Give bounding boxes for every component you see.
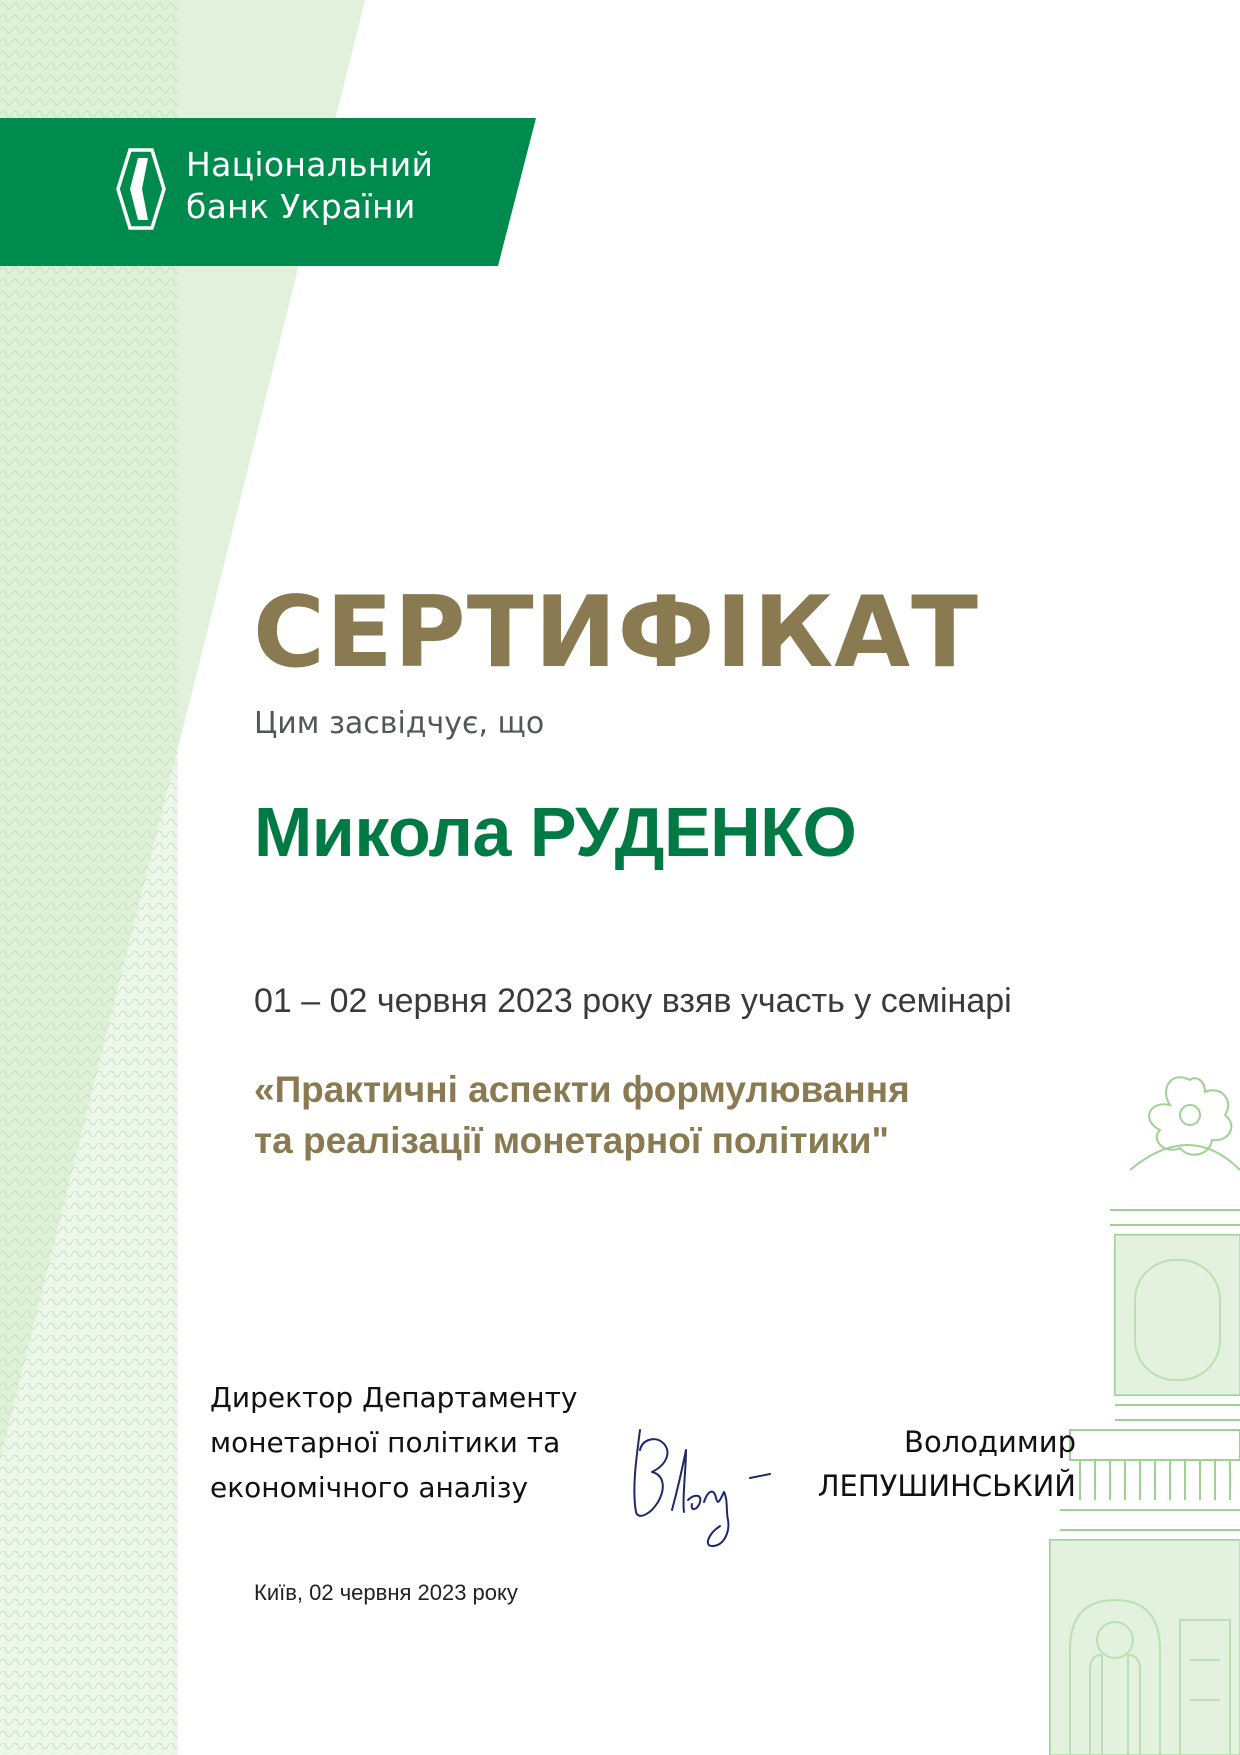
signer-last-name: ЛЕПУШИНСЬКИЙ (817, 1469, 1076, 1503)
signer-name (818, 1420, 1076, 1508)
seminar-title (254, 1064, 910, 1166)
seminar-title-line-1: «Практичні аспекти формулювання (254, 1069, 910, 1110)
logo-line-2: банк України (186, 187, 416, 226)
place-date: Київ, 02 червня 2023 року (254, 1580, 518, 1605)
certificate-title: СЕРТИФІКАТ (253, 576, 980, 690)
position-line-2: монетарної політики та (210, 1426, 561, 1459)
logo-text (186, 144, 433, 228)
seminar-title-line-2: та реалізації монетарної політики" (254, 1120, 890, 1161)
handwritten-signature (628, 1420, 803, 1550)
building-facade-illustration (990, 1060, 1240, 1755)
certificate-subtitle: Цим засвідчує, що (254, 706, 545, 741)
nbu-logo-icon (116, 148, 166, 230)
position-line-3: економічного аналізу (210, 1471, 529, 1504)
signatory-position (210, 1375, 577, 1510)
signer-first-name: Володимир (904, 1425, 1076, 1459)
recipient-name: Микола РУДЕНКО (254, 793, 857, 871)
participation-text: 01 – 02 червня 2023 року взяв участь у семінарі (254, 982, 1012, 1020)
logo-line-1: Національний (186, 145, 434, 184)
position-line-1: Директор Департаменту (210, 1381, 578, 1414)
